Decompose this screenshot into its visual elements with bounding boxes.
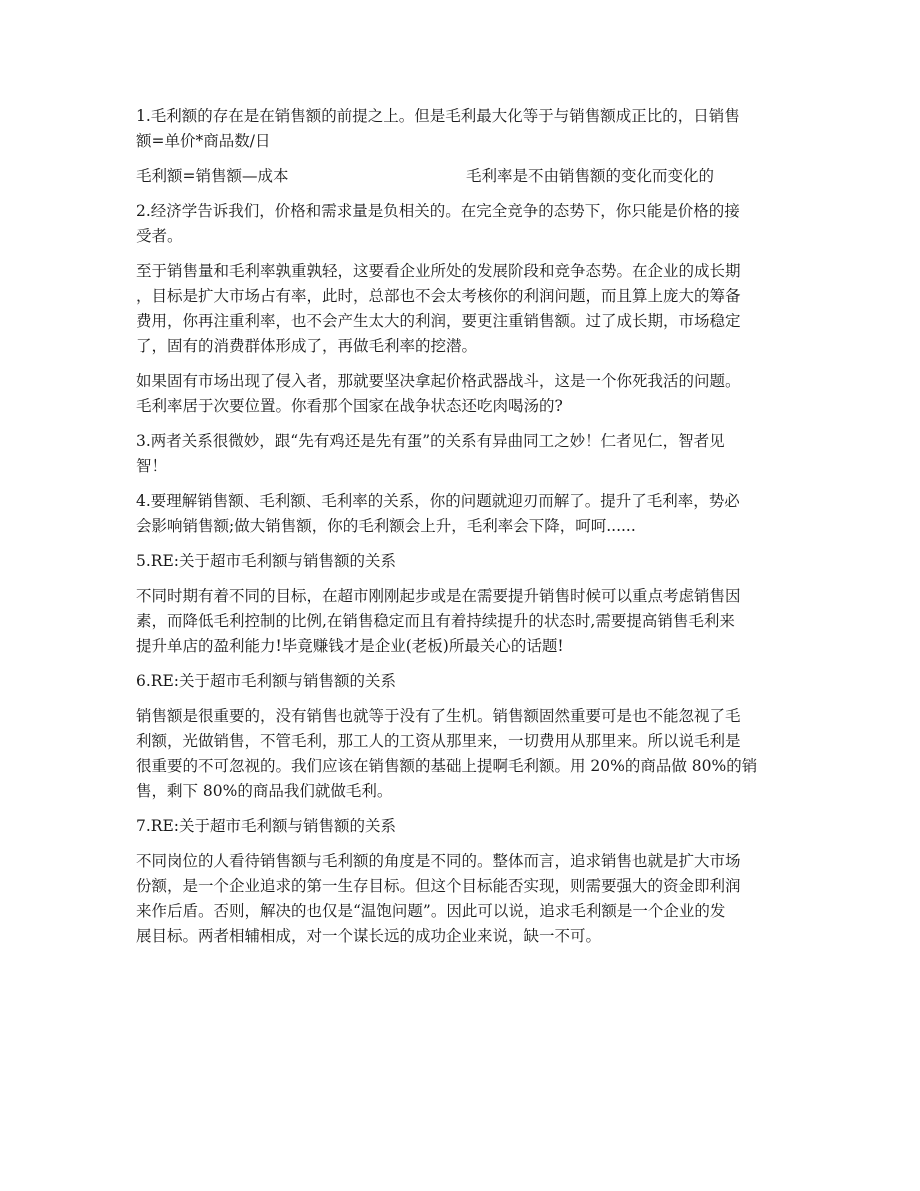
text-line: 受者。 [136,227,183,245]
text-line: 5.RE:关于超市毛利额与销售额的关系 [136,552,396,570]
text-line: 如果固有市场出现了侵入者，那就要坚决拿起价格武器战斗，这是一个你死我活的问题。 [136,372,741,390]
formula-row [136,164,788,189]
gross-margin-note: 毛利率是不由销售额的变化而变化的 [466,167,715,185]
paragraph-8 [136,704,788,804]
text-line: 份额，是一个企业追求的第一生存目标。但这个目标能否实现，则需要强大的资金即利润 [136,877,741,895]
text-line: 展目标。两者相辅相成，对一个谋长远的成功企业来说，缺一不可。 [136,927,602,945]
text-line: 不同时期有着不同的目标，在超市刚刚起步或是在需要提升销售时候可以重点考虑销售因 [136,587,741,605]
text-line: 费用，你再注重利率，也不会产生太大的利润，要更注重销售额。过了成长期，市场稳定 [136,312,741,330]
section-heading-5 [136,549,788,574]
text-line: 毛利率居于次要位置。你看那个国家在战争状态还吃肉喝汤的? [136,397,563,415]
text-line: 至于销售量和毛利率孰重孰轻，这要看企业所处的发展阶段和竞争态势。在企业的成长期 [136,262,741,280]
section-heading-6 [136,669,788,694]
text-line: 4.要理解销售额、毛利额、毛利率的关系，你的问题就迎刃而解了。提升了毛利率，势必 [136,492,740,510]
paragraph-7 [136,584,788,659]
text-line: 会影响销售额;做大销售额，你的毛利额会上升，毛利率会下降，呵呵...... [136,517,636,535]
gross-profit-formula: 毛利额=销售额—成本 [136,167,289,185]
text-line: 6.RE:关于超市毛利额与销售额的关系 [136,672,396,690]
text-line: ，目标是扩大市场占有率，此时，总部也不会太考核你的利润问题，而且算上庞大的筹备 [136,287,741,305]
text-line: 很重要的不可忽视的。我们应该在销售额的基础上提啊毛利额。用 20%的商品做 80%的销 [136,757,758,775]
text-line: 来作后盾。否则，解决的也仅是“温饱问题”。因此可以说，追求毛利额是一个企业的发 [136,902,726,920]
section-heading-7 [136,814,788,839]
paragraph-6 [136,489,788,539]
text-line: 额=单价*商品数/日 [136,132,271,150]
text-line: 1.毛利额的存在是在销售额的前提之上。但是毛利最大化等于与销售额成正比的，日销售 [136,107,740,125]
text-line: 利额，光做销售，不管毛利，那工人的工资从那里来，一切费用从那里来。所以说毛利是 [136,732,741,750]
text-line: 7.RE:关于超市毛利额与销售额的关系 [136,817,396,835]
paragraph-3 [136,259,788,359]
text-line: 3.两者关系很微妙，跟“先有鸡还是先有蛋”的关系有异曲同工之妙！仁者见仁，智者见 [136,432,725,450]
text-line: 了，固有的消费群体形成了，再做毛利率的挖潜。 [136,337,478,355]
text-line: 素，而降低毛利控制的比例,在销售稳定而且有着持续提升的状态时,需要提高销售毛利来 [136,612,735,630]
text-line: 销售额是很重要的，没有销售也就等于没有了生机。销售额固然重要可是也不能忽视了毛 [136,707,741,725]
text-line: 不同岗位的人看待销售额与毛利额的角度是不同的。整体而言，追求销售也就是扩大市场 [136,852,741,870]
text-line: 智！ [136,457,168,475]
paragraph-1 [136,104,788,154]
text-line: 售，剩下 80%的商品我们就做毛利。 [136,782,393,800]
paragraph-2 [136,199,788,249]
text-line: 2.经济学告诉我们，价格和需求量是负相关的。在完全竞争的态势下，你只能是价格的接 [136,202,740,220]
paragraph-5 [136,429,788,479]
text-line: 提升单店的盈利能力!毕竟赚钱才是企业(老板)所最关心的话题! [136,637,564,655]
document-body [136,104,788,959]
paragraph-9 [136,849,788,949]
paragraph-4 [136,369,788,419]
